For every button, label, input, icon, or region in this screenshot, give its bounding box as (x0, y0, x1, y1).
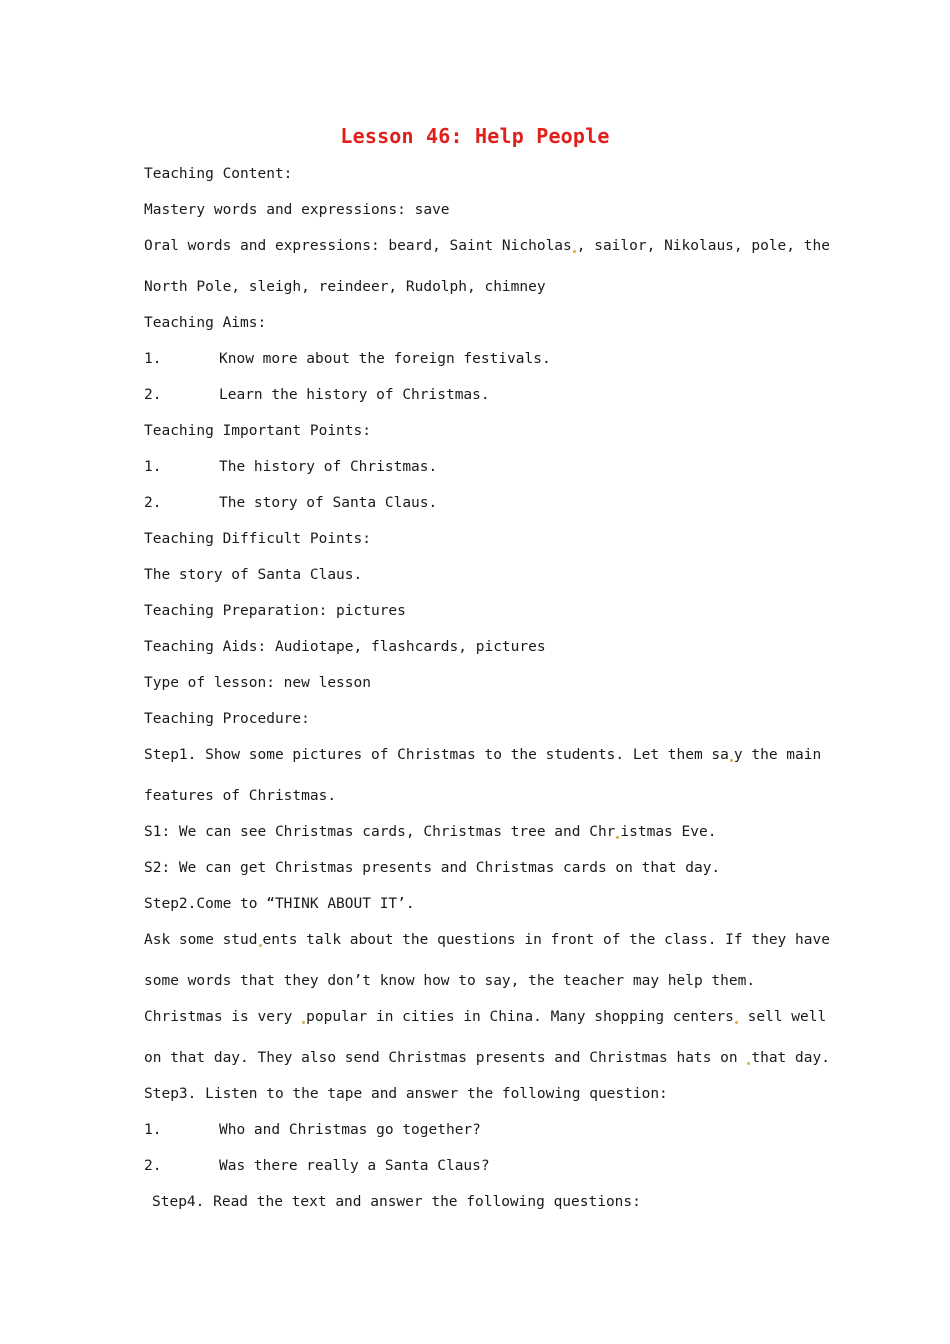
text-run: Oral words and expressions: beard, Saint Nicholas (144, 238, 572, 254)
step3-line: Step3. Listen to the tape and answer the following question: (144, 1086, 668, 1102)
list-text: Who and Christmas go together? (219, 1122, 481, 1138)
text-run: popular in cities in China. Many shopping centers (306, 1009, 734, 1025)
ask-continuation: some words that they don’t know how to say, the teacher may help them. (144, 973, 756, 989)
list-item (144, 458, 812, 476)
text-run: Step1. Show some pictures of Christmas to the students. Let them sa (144, 747, 729, 763)
list-number: 1. (144, 459, 162, 475)
list-number: 1. (144, 1122, 162, 1138)
ask-line (144, 931, 830, 949)
list-item (144, 1157, 812, 1175)
important-points-heading: Teaching Important Points: (144, 423, 371, 439)
annotation-mark (302, 1021, 305, 1024)
annotation-mark (259, 944, 262, 947)
annotation-mark (735, 1021, 738, 1024)
text-run: S1: We can see Christmas cards, Christmas tree and Chr (144, 824, 616, 840)
text-run: on that day. They also send Christmas presents and Christmas hats on (144, 1050, 747, 1066)
text-run: Ask some stud (144, 932, 258, 948)
teaching-aims-heading: Teaching Aims: (144, 315, 267, 331)
step2-line: Step2.Come to “THINK ABOUT IT’. (144, 896, 415, 912)
difficult-points-heading: Teaching Difficult Points: (144, 531, 371, 547)
annotation-mark (747, 1062, 750, 1065)
preparation-line: Teaching Preparation: pictures (144, 603, 406, 619)
list-number: 2. (144, 387, 162, 403)
christmas-popular-line (144, 1008, 827, 1026)
list-item (144, 494, 812, 512)
list-text: Know more about the foreign festivals. (219, 351, 551, 367)
list-item (144, 350, 812, 368)
list-item (144, 386, 812, 404)
list-number: 1. (144, 351, 162, 367)
list-number: 2. (144, 495, 162, 511)
list-text: The history of Christmas. (219, 459, 438, 475)
annotation-mark (616, 836, 619, 839)
step1-line (144, 746, 822, 764)
list-text: Was there really a Santa Claus? (219, 1158, 490, 1174)
aids-line: Teaching Aids: Audiotape, flashcards, pictures (144, 639, 546, 655)
annotation-mark (573, 250, 576, 253)
text-run: Christmas is very (144, 1009, 302, 1025)
list-text: The story of Santa Claus. (219, 495, 438, 511)
oral-words-continuation: North Pole, sleigh, reindeer, Rudolph, chimney (144, 279, 546, 295)
difficult-points-text: The story of Santa Claus. (144, 567, 363, 583)
oral-words-line (144, 237, 830, 255)
annotation-mark (730, 759, 733, 762)
procedure-heading: Teaching Procedure: (144, 711, 310, 727)
list-text: Learn the history of Christmas. (219, 387, 490, 403)
mastery-words-line: Mastery words and expressions: save (144, 202, 450, 218)
text-run: y the main (733, 747, 822, 763)
lesson-type-line: Type of lesson: new lesson (144, 675, 371, 691)
teaching-content-heading: Teaching Content: (144, 166, 293, 182)
list-number: 2. (144, 1158, 162, 1174)
s1-line (144, 823, 812, 841)
text-run: ents talk about the questions in front of the class. If they have (262, 932, 830, 948)
text-run: sell well (738, 1009, 827, 1025)
step1-continuation: features of Christmas. (144, 788, 337, 804)
text-run: , sailor, Nikolaus, pole, the (576, 238, 830, 254)
lesson-title: Lesson 46: Help People (340, 124, 610, 148)
step4-line: Step4. Read the text and answer the following questions: (152, 1194, 641, 1210)
text-run: istmas Eve. (620, 824, 717, 840)
christmas-popular-continuation (144, 1049, 830, 1067)
s2-line: S2: We can get Christmas presents and Christmas cards on that day. (144, 860, 721, 876)
list-item (144, 1121, 812, 1139)
text-run: that day. (751, 1050, 830, 1066)
